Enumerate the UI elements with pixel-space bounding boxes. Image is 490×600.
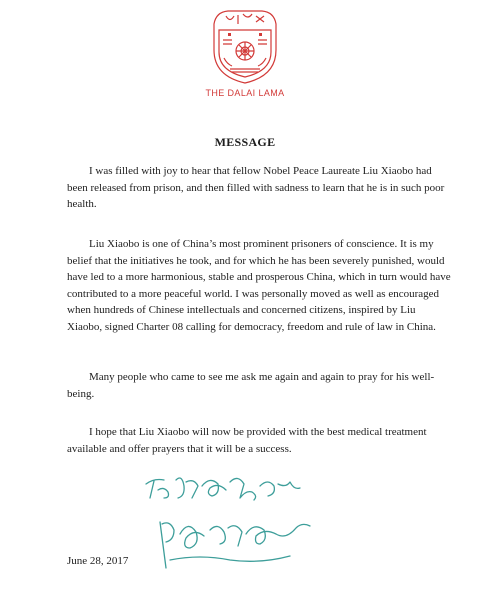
letter-date: June 28, 2017 (67, 555, 129, 567)
message-paragraph-1: I was filled with joy to hear that fellow Nobel Peace Laureate Liu Xiaobo had been released from prison, and then filled with sadness to learn that he is in such poor health. (67, 165, 445, 210)
message-paragraph-2: Liu Xiaobo is one of China’s most prominent prisoners of conscience. It is my belief that the initiatives he took, and for which he has been severely punished, would have led to a more harmonious, stable and prosperous China, which in turn would have contributed to a more peaceful world. I was personally moved as well as encouraged when hundreds of Chinese intellectuals and concerned citizens, inspired by Liu Xiaobo, signed Charter 08 calling for democracy, freedom and rule of law in China. (67, 238, 451, 333)
handwritten-signature (140, 464, 330, 589)
letterhead-name: THE DALAI LAMA (205, 88, 285, 98)
message-paragraph-4: I hope that Liu Xiaobo will now be provided with the best medical treatment available and offer prayers that it will be a success. (67, 426, 427, 455)
dalai-lama-seal (208, 6, 282, 86)
message-title: MESSAGE (214, 135, 276, 149)
message-paragraph-3: Many people who came to see me ask me again and again to pray for his well-being. (67, 371, 435, 400)
